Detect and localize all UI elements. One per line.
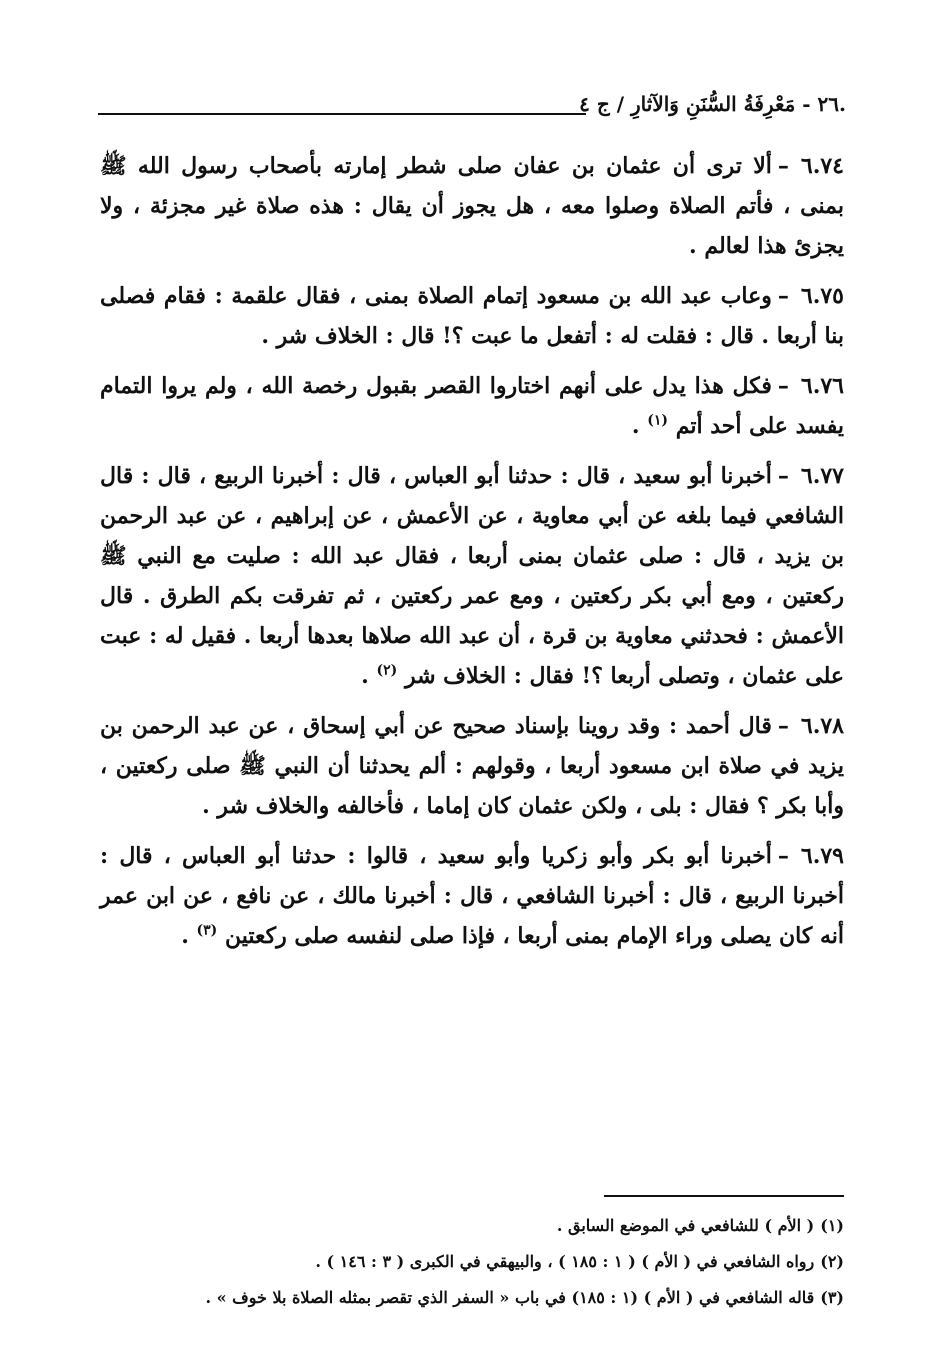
footnote-rule [604, 1195, 844, 1197]
paragraph-number: ٦.٧٨ [800, 713, 844, 739]
header-rule [98, 113, 586, 115]
paragraph: ٦.٧٩–أخبرنا أبو بكر وأبو زكريا وأبو سعيد ، قالوا : حدثنا أبو العباس ، قال : أخبرنا الربيع ، قال : أخبرنا الشافعي ، قال : أخبرنا مالك ، عن نافع ، عن ابن عمر أنه كان يصلى وراء الإمام بمنى أربعا ، فإذا صلى لنفسه صلى ركعتين $^{(٣)}$ . [100, 843, 844, 949]
footnote [100, 1208, 844, 1244]
footnote-ref[interactable]: (٢) [376, 662, 398, 679]
paragraph: ٦.٧٧–أخبرنا أبو سعيد ، قال : حدثنا أبو العباس ، قال : أخبرنا الربيع ، قال : قال الشافعي فيما بلغه عن أبي معاوية ، عن الأعمش ، عن إبراهيم ، عن عبد الرحمن بن يزيد ، قال : صلى عثمان بمنى أربعا ، فقال عبد الله : صليت مع النبي ﷺ ركعتين ، ومع أبي بكر ركعتين ، ومع عمر ركعتين ، ثم تفرقت بكم الطرق . قال الأعمش : فحدثني معاوية بن قرة ، أن عبد الله صلاها بعدها أربعا . فقيل له : عبت على عثمان ، وتصلى أربعا ؟! فقال : الخلاف شر $^{(٢)}$ . [100, 463, 844, 689]
footnote-ref[interactable]: (١) [647, 412, 669, 429]
dash: – [777, 153, 789, 179]
dash: – [777, 373, 789, 399]
footnote-number: (١) [820, 1216, 844, 1235]
footnotes [100, 1208, 844, 1316]
paragraph-number: ٦.٧٦ [800, 373, 844, 399]
main-text [100, 146, 844, 966]
footnote-number: (٣) [820, 1288, 844, 1307]
footnote [100, 1244, 844, 1280]
paragraph [100, 276, 844, 356]
dash: – [777, 843, 789, 869]
dash: – [777, 283, 789, 309]
running-header [98, 92, 846, 126]
footnote-text: قاله الشافعي في ( الأم ) (١ : ١٨٥) في باب « السفر الذي تقصر بمثله الصلاة بلا خوف » . [205, 1288, 815, 1307]
dash: – [777, 713, 789, 739]
paragraph-text: فكل هذا يدل على أنهم اختاروا القصر بقبول رخصة الله ، ولم يروا التمام يفسد على أحد أتم [100, 373, 844, 439]
footnote [100, 1280, 844, 1316]
paragraph: ٦.٧٦–فكل هذا يدل على أنهم اختاروا القصر بقبول رخصة الله ، ولم يروا التمام يفسد على أحد أتم $^{(١)}$ . [100, 373, 844, 439]
paragraph-text: قال أحمد : وقد روينا بإسناد صحيح عن أبي إسحاق ، عن عبد الرحمن بن يزيد في صلاة ابن مسعود أربعا ، وقولهم : ألم يحدثنا أن النبي ﷺ صلى ركعتين ، وأبا بكر ؟ فقال : بلى ، ولكن عثمان كان إماما ، فأخالفه والخلاف شر . [100, 713, 844, 819]
paragraph-text: أخبرنا أبو سعيد ، قال : حدثنا أبو العباس ، قال : أخبرنا الربيع ، قال : قال الشافعي فيما بلغه عن أبي معاوية ، عن الأعمش ، عن إبراهيم ، عن عبد الرحمن بن يزيد ، قال : صلى عثمان بمنى أربعا ، فقال عبد الله : صليت مع النبي ﷺ ركعتين ، ومع أبي بكر ركعتين ، ومع عمر ركعتين ، ثم تفرقت بكم الطرق . قال الأعمش : فحدثني معاوية بن قرة ، أن عبد الله صلاها بعدها أربعا . فقيل له : عبت على عثمان ، وتصلى أربعا ؟! فقال : الخلاف شر [100, 463, 844, 689]
footnote-text: رواه الشافعي في ( الأم ) ( ١ : ١٨٥ ) ، والبيهقي في الكبرى ( ٣ : ١٤٦ ) . [315, 1252, 815, 1271]
paragraph [100, 706, 844, 826]
footnote-ref[interactable]: (٣) [196, 922, 218, 939]
paragraph-number: ٦.٧٥ [800, 283, 844, 309]
paragraph-number: ٦.٧٧ [800, 463, 844, 489]
paragraph-text: ألا ترى أن عثمان بن عفان صلى شطر إمارته بأصحاب رسول الله ﷺ بمنى ، فأتم الصلاة وصلوا معه ، هل يجوز أن يقال : هذه صلاة غير مجزئة ، ولا يجزئ هذا لعالم . [100, 153, 844, 259]
dash: – [777, 463, 789, 489]
footnote-text: ( الأم ) للشافعي في الموضع السابق . [556, 1216, 815, 1235]
paragraph-text: أخبرنا أبو بكر وأبو زكريا وأبو سعيد ، قالوا : حدثنا أبو العباس ، قال : أخبرنا الربيع ، قال : أخبرنا الشافعي ، قال : أخبرنا مالك ، عن نافع ، عن ابن عمر أنه كان يصلى وراء الإمام بمنى أربعا ، فإذا صلى لنفسه صلى ركعتين [100, 843, 844, 949]
paragraph-number: ٦.٧٩ [800, 843, 844, 869]
paragraph [100, 146, 844, 266]
paragraph-text: وعاب عبد الله بن مسعود إتمام الصلاة بمنى ، فقال علقمة : فقام فصلى بنا أربعا . قال : فقلت له : أتفعل ما عبت ؟! قال : الخلاف شر . [100, 283, 844, 349]
paragraph-number: ٦.٧٤ [800, 153, 844, 179]
footnote-number: (٢) [820, 1252, 844, 1271]
header-title: .٢٦ - مَعْرِفَةُ السُّنَنِ وَالآثارِ / ج ٤ [579, 92, 846, 116]
